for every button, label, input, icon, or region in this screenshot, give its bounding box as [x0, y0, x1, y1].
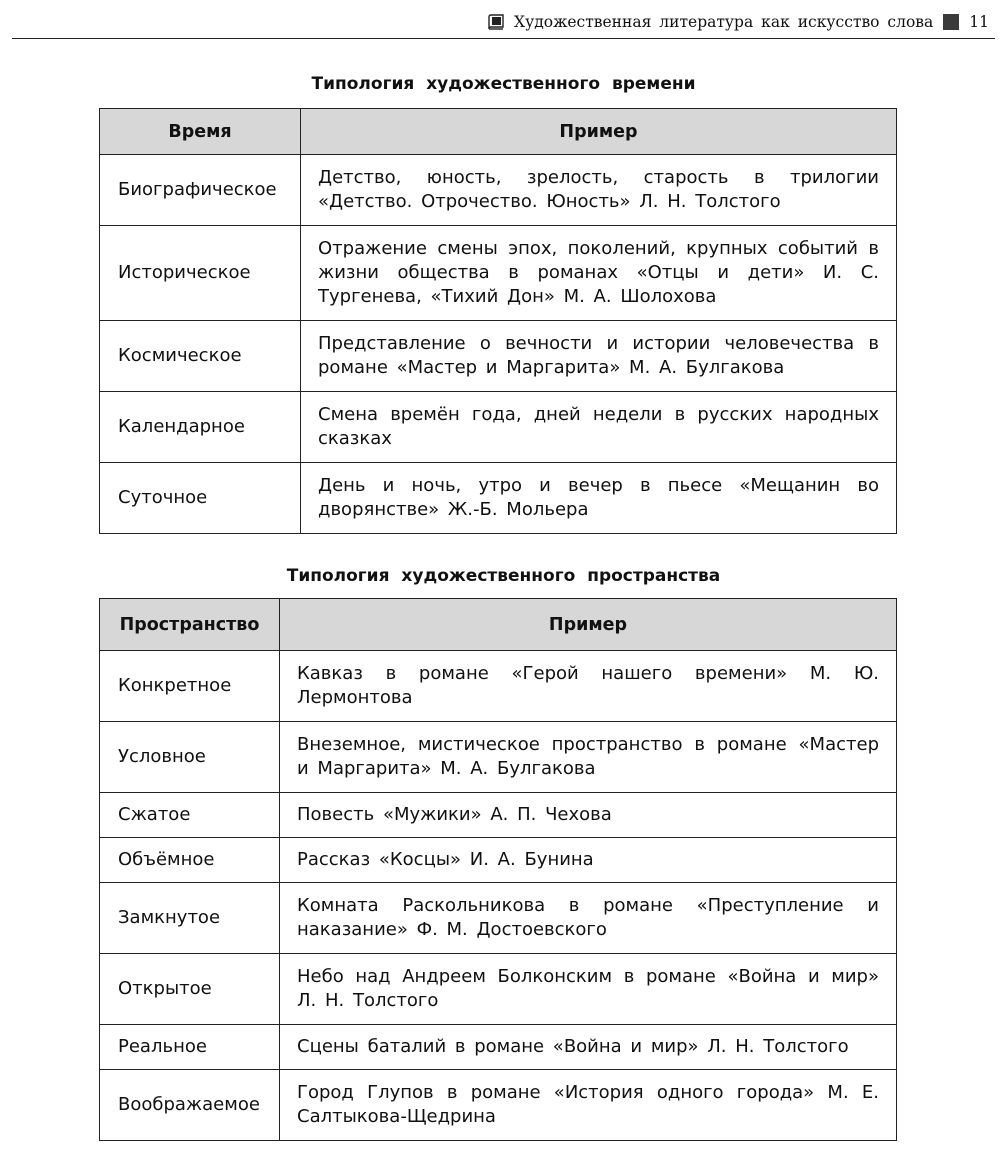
- row-example: Сцены баталий в романе «Война и мир» Л. Н. Толстого: [280, 1025, 897, 1070]
- table-row: [100, 463, 897, 534]
- table-row: [100, 954, 897, 1025]
- table-row: [100, 838, 897, 883]
- running-head-title: Художественная литература как искусство слова: [514, 13, 934, 31]
- time-table-title: Типология художественного времени: [311, 74, 696, 94]
- row-example: Внеземное, мистическое пространство в романе «Мастер и Маргарита» М. А. Булгакова: [280, 722, 897, 793]
- row-example: День и ночь, утро и вечер в пьесе «Мещанин во дворянстве» Ж.-Б. Мольера: [301, 463, 897, 534]
- row-term: Конкретное: [100, 651, 280, 722]
- column-header-term: Время: [100, 109, 301, 155]
- row-term: Замкнутое: [100, 883, 280, 954]
- running-head: [12, 8, 995, 39]
- square-marker: [943, 14, 959, 30]
- row-example: Детство, юность, зрелость, старость в трилогии «Детство. Отрочество. Юность» Л. Н. Толстого: [301, 155, 897, 226]
- column-header-example: Пример: [301, 109, 897, 155]
- table-row: [100, 883, 897, 954]
- row-term: Сжатое: [100, 793, 280, 838]
- row-example: Представление о вечности и истории человечества в романе «Мастер и Маргарита» М. А. Булгакова: [301, 321, 897, 392]
- row-example: Повесть «Мужики» А. П. Чехова: [280, 793, 897, 838]
- row-term: Календарное: [100, 392, 301, 463]
- row-term: Реальное: [100, 1025, 280, 1070]
- table-header-row: [100, 599, 897, 651]
- row-example: Отражение смены эпох, поколений, крупных событий в жизни общества в романах «Отцы и дети» И. С. Тургенева, «Тихий Дон» М. А. Шолохова: [301, 226, 897, 321]
- row-term: Биографическое: [100, 155, 301, 226]
- row-term: Объёмное: [100, 838, 280, 883]
- row-term: Условное: [100, 722, 280, 793]
- column-header-example: Пример: [280, 599, 897, 651]
- row-example: Смена времён года, дней недели в русских народных сказках: [301, 392, 897, 463]
- row-term: Космическое: [100, 321, 301, 392]
- table-row: [100, 651, 897, 722]
- space-typology-table: [99, 598, 897, 1141]
- row-example: Комната Раскольникова в романе «Преступление и наказание» Ф. М. Достоевского: [280, 883, 897, 954]
- table-row: [100, 226, 897, 321]
- row-example: Рассказ «Косцы» И. А. Бунина: [280, 838, 897, 883]
- row-term: Историческое: [100, 226, 301, 321]
- row-term: Воображаемое: [100, 1070, 280, 1141]
- table-row: [100, 321, 897, 392]
- table-row: [100, 392, 897, 463]
- table-header-row: [100, 109, 897, 155]
- page-number: 11: [969, 13, 989, 31]
- row-term: Открытое: [100, 954, 280, 1025]
- row-example: Небо над Андреем Болконским в романе «Война и мир» Л. Н. Толстого: [280, 954, 897, 1025]
- space-table-title: Типология художественного пространства: [286, 566, 721, 586]
- table-row: [100, 793, 897, 838]
- table-row: [100, 1070, 897, 1141]
- table-row: [100, 722, 897, 793]
- table-row: [100, 1025, 897, 1070]
- row-term: Суточное: [100, 463, 301, 534]
- row-example: Город Глупов в романе «История одного города» М. Е. Салтыкова-Щедрина: [280, 1070, 897, 1141]
- column-header-term: Пространство: [100, 599, 280, 651]
- time-typology-table: [99, 108, 897, 534]
- book-icon: [487, 14, 505, 30]
- table-row: [100, 155, 897, 226]
- row-example: Кавказ в романе «Герой нашего времени» М. Ю. Лермонтова: [280, 651, 897, 722]
